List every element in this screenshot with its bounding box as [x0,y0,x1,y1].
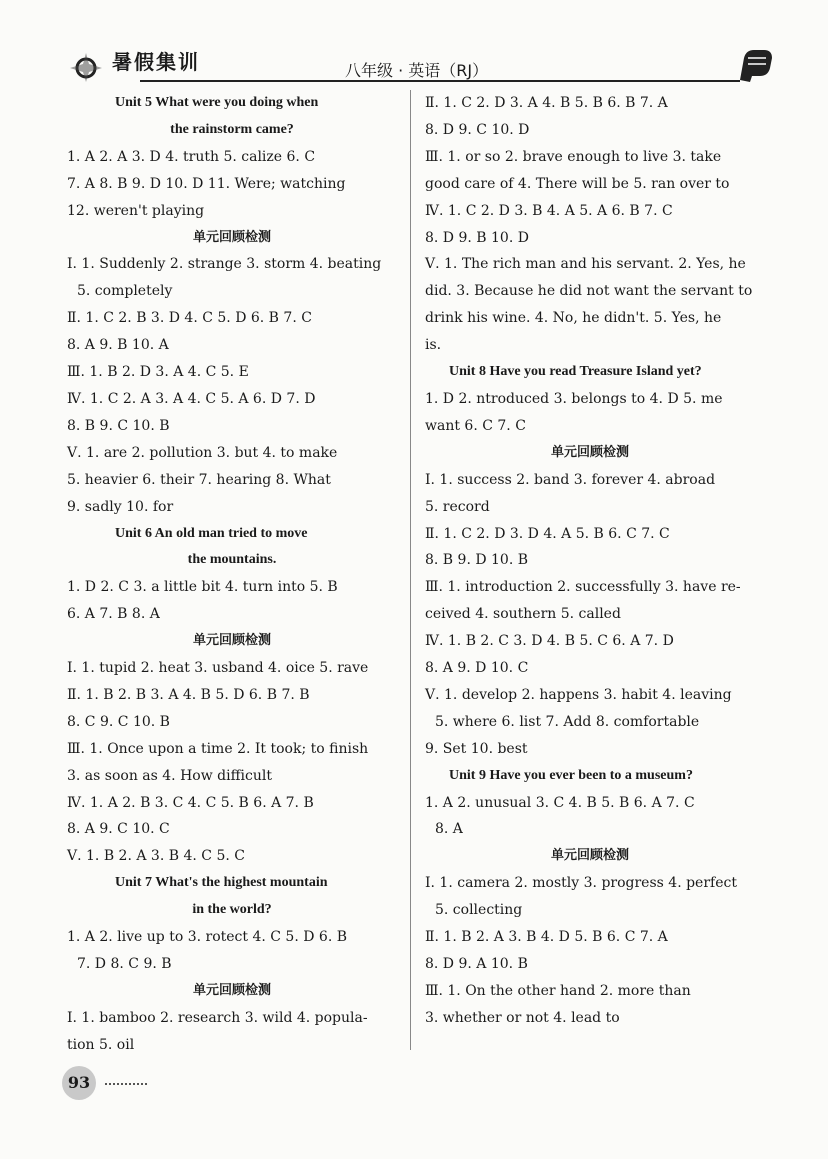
unit-heading: Unit 5 What were you doing when [115,95,319,110]
unit-heading: Unit 6 An old man tried to move [115,525,308,541]
answer-line: Ⅰ. 1. tupid 2. heat 3. usband 4. oice 5. rave [67,660,369,677]
answer-line: Ⅱ. 1. B 2. B 3. A 4. B 5. D 6. B 7. B [67,686,310,703]
answer-line: 8. C 9. C 10. B [67,713,170,730]
answer-line: good care of 4. There will be 5. ran over to [425,175,730,192]
answer-line: Ⅲ. 1. Once upon a time 2. It took; to finish [67,740,369,757]
answer-line: Ⅲ. 1. On the other hand 2. more than [425,982,691,999]
answer-line: Ⅴ. 1. B 2. A 3. B 4. C 5. C [67,848,245,865]
answer-line: 5. heavier 6. their 7. hearing 8. What [67,471,331,488]
answer-line: Ⅰ. 1. Suddenly 2. strange 3. storm 4. beating [67,256,382,273]
unit-heading-cont: the mountains. [187,552,277,568]
right-column [425,90,755,1032]
answer-line: 8. B 9. C 10. B [67,417,170,434]
answer-line: 12. weren't playing [67,202,205,219]
answer-line: 5. completely [77,283,173,300]
section-heading: 单元回顾检测 [550,848,629,864]
answer-line: 8. D 9. A 10. B [425,956,528,972]
answer-line: 5. record [425,498,490,515]
answer-line: Ⅱ. 1. C 2. D 3. A 4. B 5. B 6. B 7. A [425,95,668,111]
answer-line: Ⅰ. 1. bamboo 2. research 3. wild 4. popula- [67,1009,368,1026]
answer-line: Ⅰ. 1. camera 2. mostly 3. progress 4. perfect [425,875,737,892]
answer-line: Ⅳ. 1. A 2. B 3. C 4. C 5. B 6. A 7. B [67,794,314,811]
answer-line: 5. where 6. list 7. Add 8. comfortable [435,713,700,730]
section-heading: 单元回顾检测 [550,444,629,460]
answer-line: Ⅰ. 1. success 2. band 3. forever 4. abroad [425,471,716,488]
unit-heading: Unit 8 Have you read Treasure Island yet? [449,364,702,380]
unit-heading: Unit 7 What's the highest mountain [115,875,328,891]
answer-line: Ⅲ. 1. or so 2. brave enough to live 3. take [425,148,722,165]
answer-line: 1. A 2. unusual 3. C 4. B 5. B 6. A 7. C [425,794,695,811]
answer-line: 8. A 9. C 10. C [67,821,170,838]
subject-label: 八年级 · 英语（RJ） [345,61,489,80]
section-heading: 单元回顾检测 [192,633,271,649]
answer-line: ceived 4. southern 5. called [425,606,621,623]
unit-heading-cont: the rainstorm came? [170,121,294,137]
answer-line: 7. A 8. B 9. D 10. D 11. Were; watching [67,175,346,192]
answer-line: tion 5. oil [67,1036,135,1053]
page-footer [62,1066,147,1100]
header-rule [140,80,740,82]
answer-line: 1. A 2. live up to 3. rotect 4. C 5. D 6. B [67,929,348,946]
answer-line: Ⅳ. 1. C 2. D 3. B 4. A 5. A 6. B 7. C [425,202,673,219]
fist-icon [734,44,778,84]
answer-line: did. 3. Because he did not want the servant to [425,283,753,300]
page-number: 93 [62,1066,96,1100]
answer-line: 8. D 9. B 10. D [425,229,529,246]
section-heading: 单元回顾检测 [192,229,271,245]
answer-line: Ⅲ. 1. B 2. D 3. A 4. C 5. E [67,364,249,381]
answer-line: Ⅳ. 1. B 2. C 3. D 4. B 5. C 6. A 7. D [425,633,674,650]
unit-heading: Unit 9 Have you ever been to a museum? [449,767,693,783]
answer-line: 8. A 9. B 10. A [67,337,169,354]
compass-star-icon [68,52,108,82]
answer-line: 8. A 9. D 10. C [425,660,529,677]
answer-line: 9. Set 10. best [425,740,528,757]
answer-line: Ⅴ. 1. The rich man and his servant. 2. Yes, he [425,256,746,273]
answer-line: drink his wine. 4. No, he didn't. 5. Yes, he [425,310,722,327]
answer-line: Ⅲ. 1. introduction 2. successfully 3. have re- [425,579,741,596]
answer-line: Ⅳ. 1. C 2. A 3. A 4. C 5. A 6. D 7. D [67,390,316,407]
answer-line: 6. A 7. B 8. A [67,606,160,623]
section-heading: 单元回顾检测 [192,982,271,998]
answer-line: Ⅴ. 1. are 2. pollution 3. but 4. to make [67,444,338,461]
answer-line: 9. sadly 10. for [67,498,174,515]
answer-line: 5. collecting [435,902,523,919]
answer-line: Ⅴ. 1. develop 2. happens 3. habit 4. leaving [425,686,732,703]
answer-line: 8. A [435,821,463,838]
unit-heading-cont: in the world? [192,902,272,918]
answer-line: 1. D 2. C 3. a little bit 4. turn into 5. B [67,579,338,596]
answer-line: is. [425,337,442,354]
answer-line: 1. A 2. A 3. D 4. truth 5. calize 6. C [67,148,316,165]
answer-line: Ⅱ. 1. C 2. D 3. D 4. A 5. B 6. C 7. C [425,525,670,542]
answer-line: 3. as soon as 4. How difficult [67,767,272,784]
book-title: 暑假集训 [112,50,200,74]
answer-line: 1. D 2. ntroduced 3. belongs to 4. D 5. me [425,390,723,407]
answer-line: want 6. C 7. C [425,417,526,434]
answer-line: 8. B 9. D 10. B [425,552,529,569]
answer-line: 7. D 8. C 9. B [77,956,172,972]
footer-dots [105,1083,147,1085]
answer-line: 3. whether or not 4. lead to [425,1009,620,1026]
answer-line: 8. D 9. C 10. D [425,121,530,138]
answer-line: Ⅱ. 1. B 2. A 3. B 4. D 5. B 6. C 7. A [425,929,668,946]
column-divider [410,90,411,1050]
answer-line: Ⅱ. 1. C 2. B 3. D 4. C 5. D 6. B 7. C [67,310,312,327]
left-column [67,90,397,1059]
page-header [60,40,770,88]
